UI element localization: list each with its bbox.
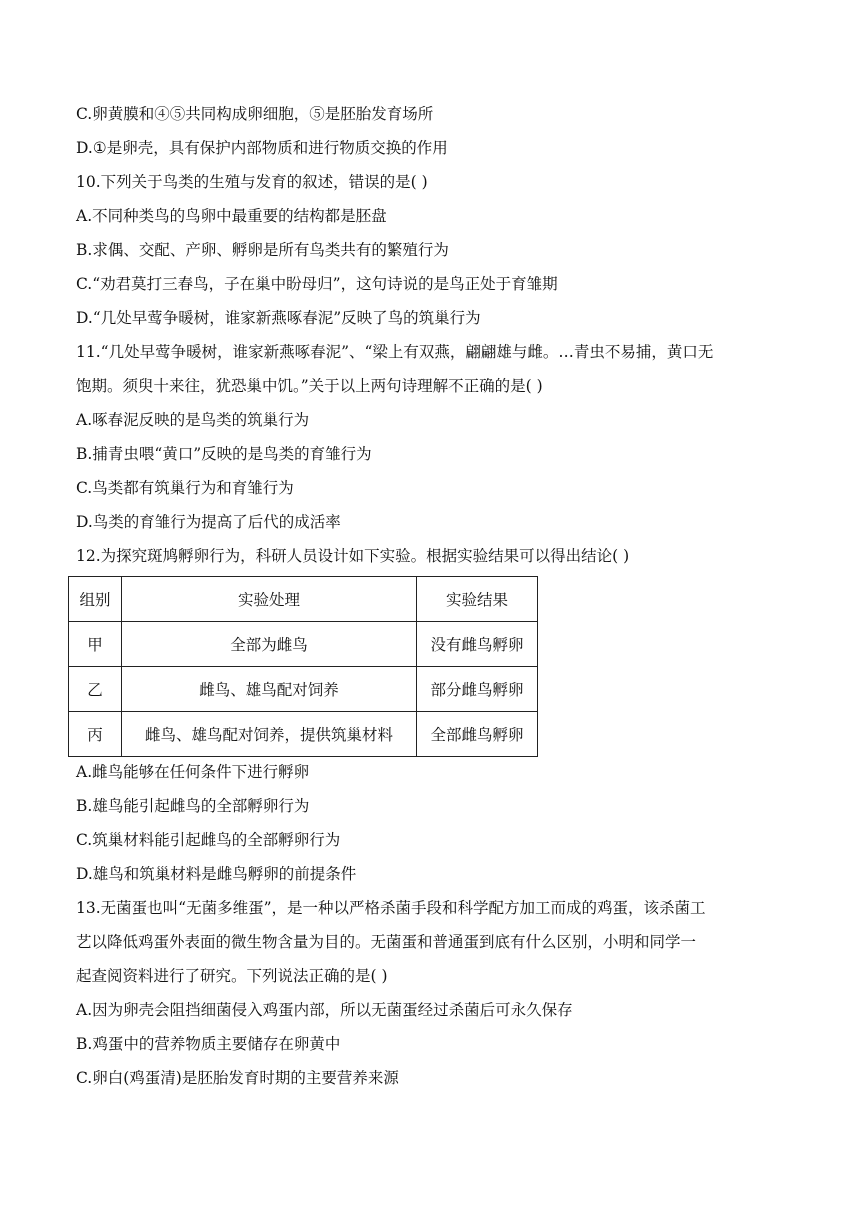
table-cell: 部分雌鸟孵卵 bbox=[417, 667, 538, 712]
option-line: B.求偶、交配、产卵、孵卵是所有鸟类共有的繁殖行为 bbox=[76, 241, 449, 259]
table-row bbox=[69, 622, 538, 667]
table-header-cell: 实验处理 bbox=[122, 577, 417, 622]
table-cell: 丙 bbox=[69, 712, 122, 757]
question-13-stem: 13.无菌蛋也叫“无菌多维蛋”，是一种以严格杀菌手段和科学配方加工而成的鸡蛋，该杀菌工 bbox=[76, 899, 706, 917]
table-cell: 全部雌鸟孵卵 bbox=[417, 712, 538, 757]
table-cell: 雌鸟、雄鸟配对饲养，提供筑巢材料 bbox=[122, 712, 417, 757]
experiment-table bbox=[68, 576, 538, 757]
option-line: D.鸟类的育雏行为提高了后代的成活率 bbox=[76, 513, 341, 531]
table-header-cell: 组别 bbox=[69, 577, 122, 622]
table-header-row bbox=[69, 577, 538, 622]
question-13-stem-cont: 艺以降低鸡蛋外表面的微生物含量为目的。无菌蛋和普通蛋到底有什么区别，小明和同学一 bbox=[76, 933, 697, 951]
table-cell: 全部为雌鸟 bbox=[122, 622, 417, 667]
question-11-stem-cont: 饱期。须臾十来往，犹恐巢中饥。”关于以上两句诗理解不正确的是( ) bbox=[76, 377, 543, 395]
question-13-stem-cont: 起查阅资料进行了研究。下列说法正确的是( ) bbox=[76, 967, 388, 985]
option-line: B.捕青虫喂“黄口”反映的是鸟类的育雏行为 bbox=[76, 445, 372, 463]
option-line: B.鸡蛋中的营养物质主要储存在卵黄中 bbox=[76, 1035, 341, 1053]
table-row bbox=[69, 712, 538, 757]
option-line: A.因为卵壳会阻挡细菌侵入鸡蛋内部，所以无菌蛋经过杀菌后可永久保存 bbox=[76, 1001, 573, 1019]
option-line: B.雄鸟能引起雌鸟的全部孵卵行为 bbox=[76, 797, 310, 815]
question-10-stem: 10.下列关于鸟类的生殖与发育的叙述，错误的是( ) bbox=[76, 173, 428, 191]
option-line: C.鸟类都有筑巢行为和育雏行为 bbox=[76, 479, 294, 497]
table-cell: 没有雌鸟孵卵 bbox=[417, 622, 538, 667]
option-line: C.卵黄膜和④⑤共同构成卵细胞，⑤是胚胎发育场所 bbox=[76, 105, 434, 123]
option-line: D.“几处早莺争暖树，谁家新燕啄春泥”反映了鸟的筑巢行为 bbox=[76, 309, 481, 327]
table-header-cell: 实验结果 bbox=[417, 577, 538, 622]
table-row bbox=[69, 667, 538, 712]
option-line: D.①是卵壳，具有保护内部物质和进行物质交换的作用 bbox=[76, 139, 448, 157]
question-12-stem: 12.为探究斑鸠孵卵行为，科研人员设计如下实验。根据实验结果可以得出结论( ) bbox=[76, 547, 630, 565]
table-cell: 雌鸟、雄鸟配对饲养 bbox=[122, 667, 417, 712]
option-line: A.雌鸟能够在任何条件下进行孵卵 bbox=[76, 763, 310, 781]
question-11-stem: 11.“几处早莺争暖树，谁家新燕啄春泥”、“梁上有双燕，翩翩雄与雌。…青虫不易捕，黄口无 bbox=[76, 343, 714, 361]
option-line: C.筑巢材料能引起雌鸟的全部孵卵行为 bbox=[76, 831, 341, 849]
table-cell: 乙 bbox=[69, 667, 122, 712]
option-line: A.啄春泥反映的是鸟类的筑巢行为 bbox=[76, 411, 310, 429]
option-line: D.雄鸟和筑巢材料是雌鸟孵卵的前提条件 bbox=[76, 865, 357, 883]
option-line: A.不同种类鸟的鸟卵中最重要的结构都是胚盘 bbox=[76, 207, 387, 225]
option-line: C.“劝君莫打三春鸟，子在巢中盼母归”，这句诗说的是鸟正处于育雏期 bbox=[76, 275, 558, 293]
table-cell: 甲 bbox=[69, 622, 122, 667]
option-line: C.卵白(鸡蛋清)是胚胎发育时期的主要营养来源 bbox=[76, 1069, 399, 1087]
